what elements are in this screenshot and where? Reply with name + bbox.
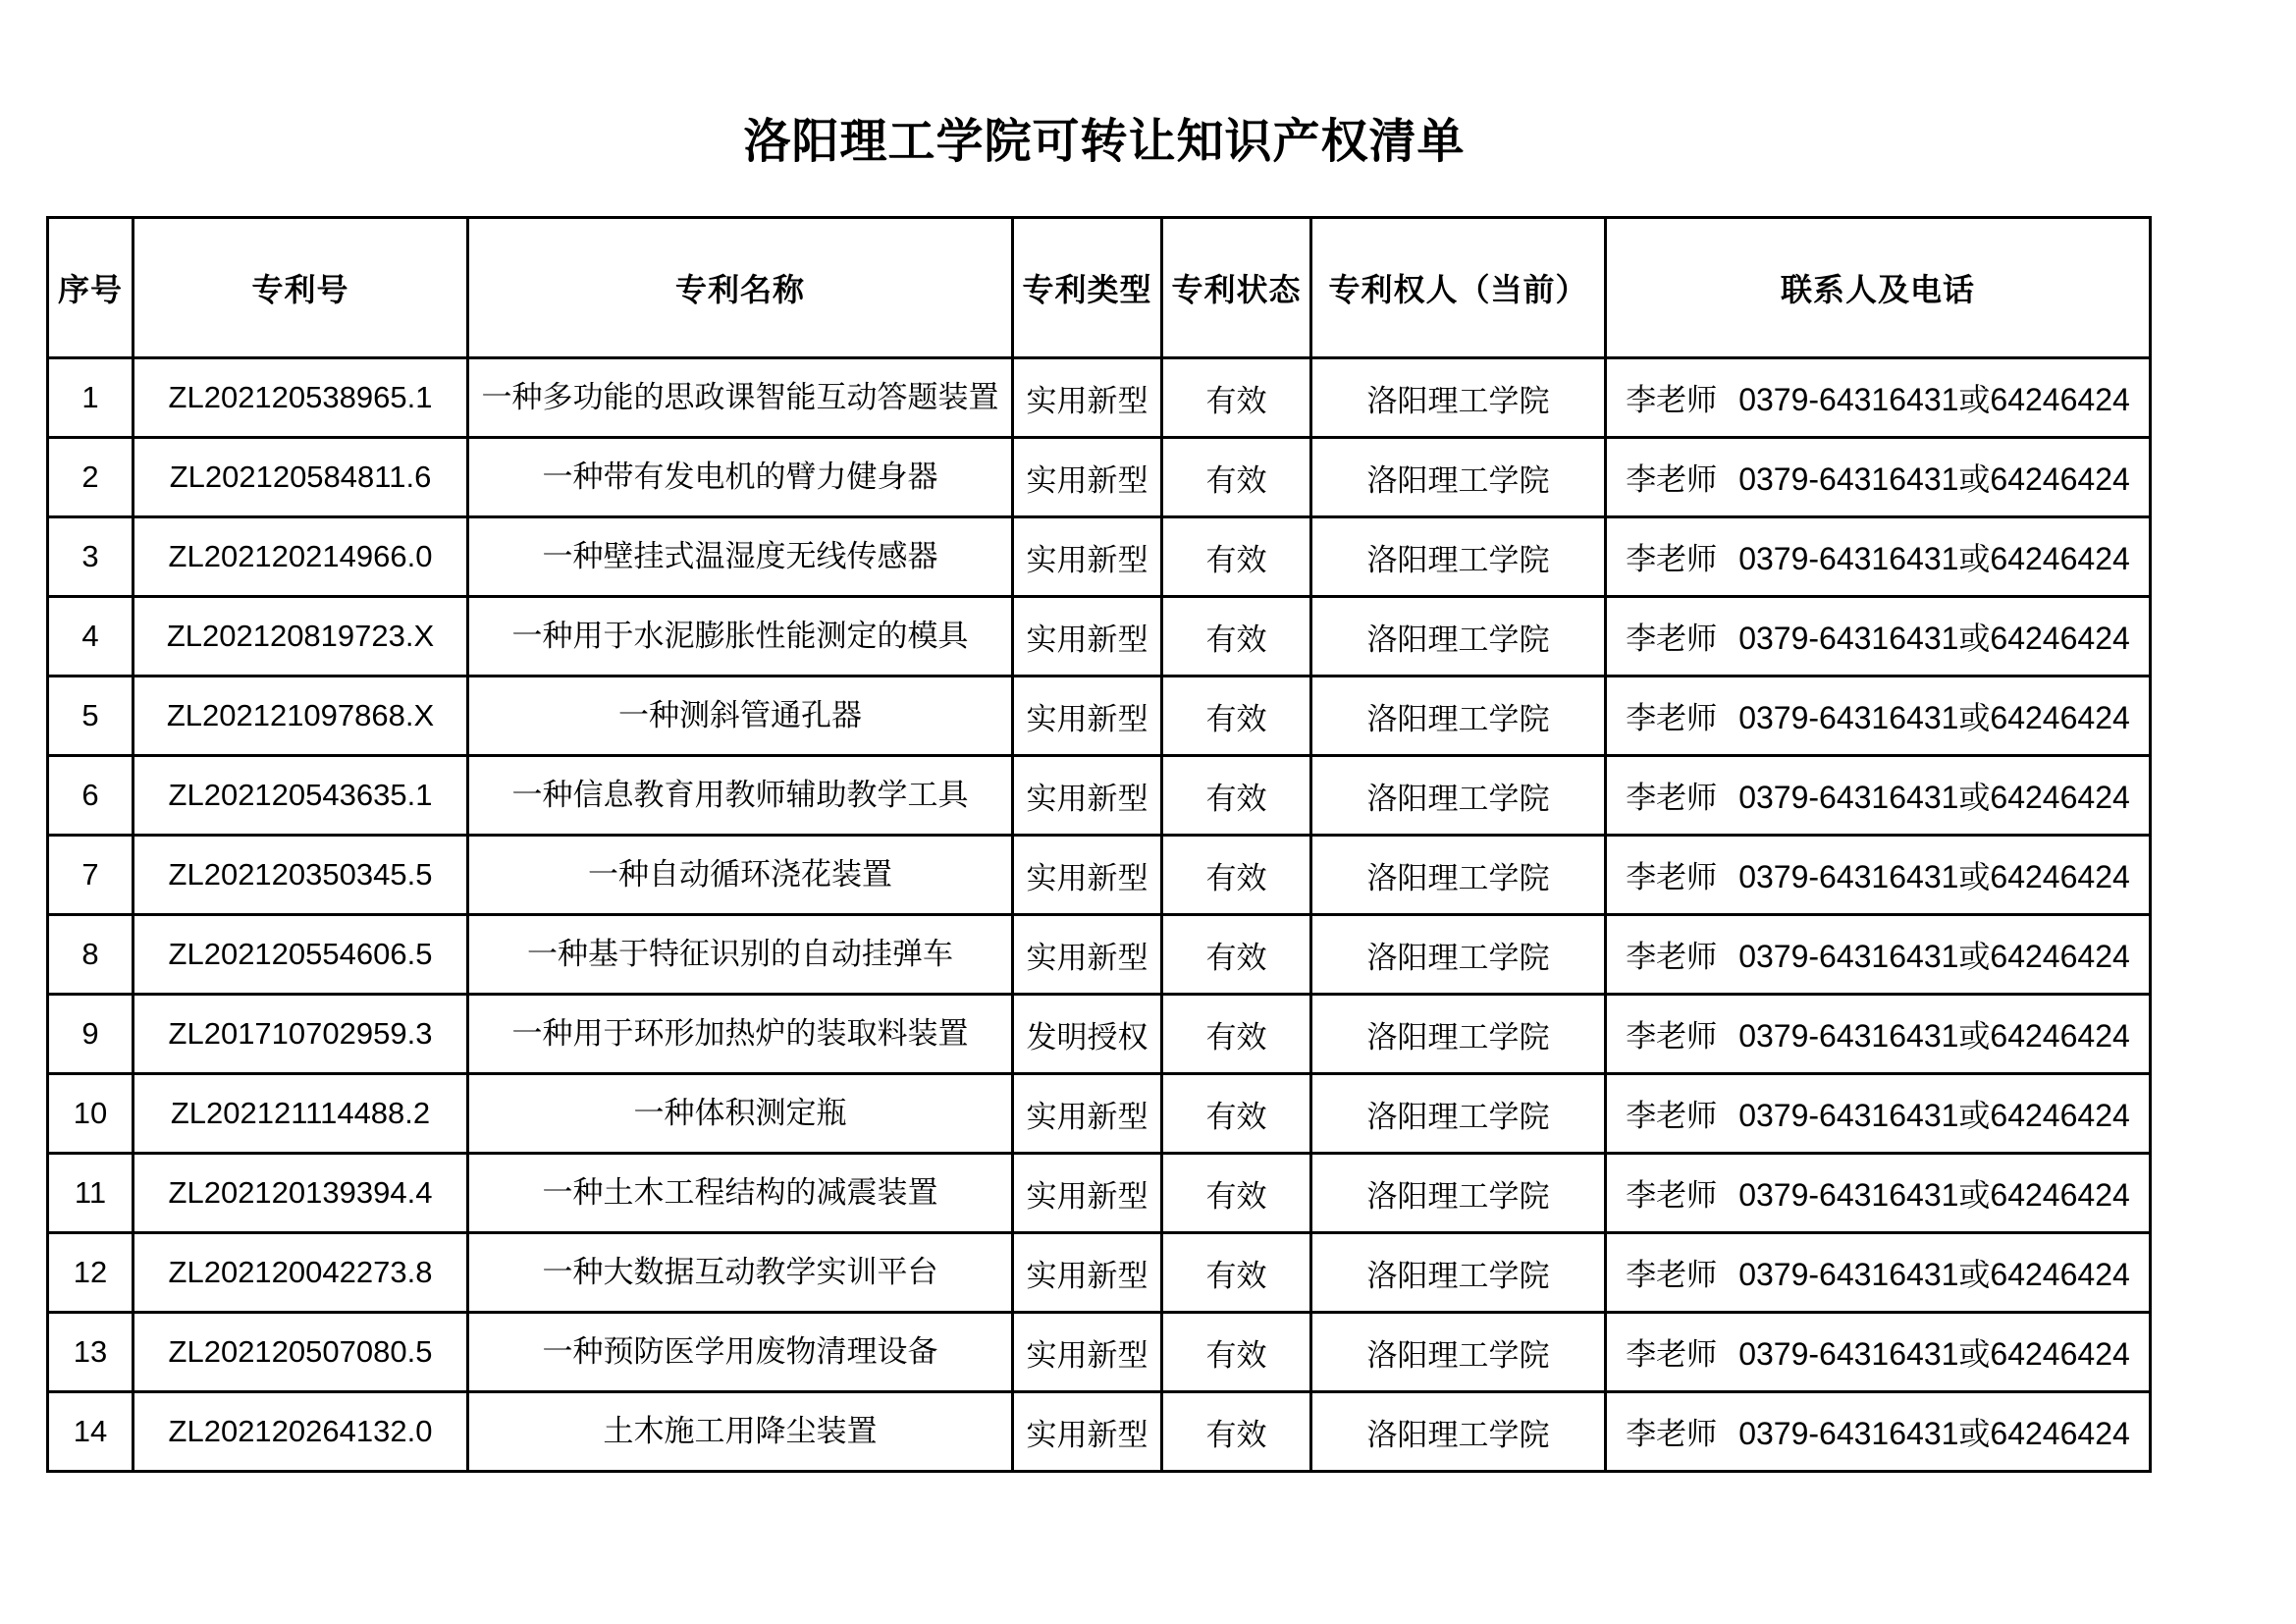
cell-index: 11 bbox=[48, 1154, 133, 1233]
cell-contact bbox=[1606, 836, 2151, 915]
table-row bbox=[48, 1313, 2151, 1392]
table-row bbox=[48, 1074, 2151, 1154]
cell-patent-type: 实用新型 bbox=[1013, 358, 1162, 438]
cell-patent-no: ZL202120350345.5 bbox=[133, 836, 468, 915]
cell-contact bbox=[1606, 915, 2151, 995]
contact-name: 李老师 bbox=[1626, 1099, 1718, 1134]
cell-contact bbox=[1606, 1074, 2151, 1154]
cell-patent-status: 有效 bbox=[1162, 836, 1311, 915]
cell-patent-no: ZL202121097868.X bbox=[133, 677, 468, 756]
cell-owner: 洛阳理工学院 bbox=[1311, 1392, 1606, 1472]
cell-owner: 洛阳理工学院 bbox=[1311, 677, 1606, 756]
contact-name: 李老师 bbox=[1626, 781, 1718, 816]
cell-patent-name: 一种信息教育用教师辅助教学工具 bbox=[468, 756, 1013, 836]
cell-contact bbox=[1606, 517, 2151, 597]
contact-phone: 0379-64316431或64246424 bbox=[1738, 382, 2130, 417]
cell-index: 8 bbox=[48, 915, 133, 995]
contact-name: 李老师 bbox=[1626, 860, 1718, 895]
cell-owner: 洛阳理工学院 bbox=[1311, 1074, 1606, 1154]
cell-patent-no: ZL202121114488.2 bbox=[133, 1074, 468, 1154]
cell-contact bbox=[1606, 677, 2151, 756]
cell-patent-status: 有效 bbox=[1162, 1233, 1311, 1313]
cell-patent-status: 有效 bbox=[1162, 756, 1311, 836]
cell-owner: 洛阳理工学院 bbox=[1311, 1313, 1606, 1392]
cell-patent-type: 实用新型 bbox=[1013, 836, 1162, 915]
cell-index: 3 bbox=[48, 517, 133, 597]
cell-contact bbox=[1606, 1233, 2151, 1313]
cell-index: 9 bbox=[48, 995, 133, 1074]
header-index: 序号 bbox=[48, 218, 133, 358]
cell-contact bbox=[1606, 1154, 2151, 1233]
contact-name: 李老师 bbox=[1626, 1417, 1718, 1452]
cell-patent-no: ZL202120214966.0 bbox=[133, 517, 468, 597]
cell-contact bbox=[1606, 756, 2151, 836]
cell-patent-name: 一种用于水泥膨胀性能测定的模具 bbox=[468, 597, 1013, 677]
contact-phone: 0379-64316431或64246424 bbox=[1738, 541, 2130, 576]
contact-phone: 0379-64316431或64246424 bbox=[1738, 1416, 2130, 1451]
contact-name: 李老师 bbox=[1626, 1337, 1718, 1373]
contact-name: 李老师 bbox=[1626, 1258, 1718, 1293]
header-patent-name: 专利名称 bbox=[468, 218, 1013, 358]
cell-patent-no: ZL202120264132.0 bbox=[133, 1392, 468, 1472]
cell-owner: 洛阳理工学院 bbox=[1311, 517, 1606, 597]
contact-name: 李老师 bbox=[1626, 1019, 1718, 1055]
table-row bbox=[48, 438, 2151, 517]
cell-patent-no: ZL202120554606.5 bbox=[133, 915, 468, 995]
cell-patent-type: 实用新型 bbox=[1013, 597, 1162, 677]
table-header-row bbox=[48, 218, 2151, 358]
table-row bbox=[48, 677, 2151, 756]
cell-owner: 洛阳理工学院 bbox=[1311, 836, 1606, 915]
cell-patent-status: 有效 bbox=[1162, 517, 1311, 597]
cell-patent-status: 有效 bbox=[1162, 358, 1311, 438]
contact-phone: 0379-64316431或64246424 bbox=[1738, 1018, 2130, 1054]
cell-contact bbox=[1606, 358, 2151, 438]
table-row bbox=[48, 1154, 2151, 1233]
table-row bbox=[48, 358, 2151, 438]
cell-owner: 洛阳理工学院 bbox=[1311, 597, 1606, 677]
cell-contact bbox=[1606, 1313, 2151, 1392]
cell-index: 2 bbox=[48, 438, 133, 517]
cell-patent-name: 一种预防医学用废物清理设备 bbox=[468, 1313, 1013, 1392]
cell-patent-name: 一种土木工程结构的减震装置 bbox=[468, 1154, 1013, 1233]
cell-contact bbox=[1606, 1392, 2151, 1472]
cell-patent-type: 实用新型 bbox=[1013, 438, 1162, 517]
cell-patent-name: 一种用于环形加热炉的装取料装置 bbox=[468, 995, 1013, 1074]
header-owner: 专利权人（当前） bbox=[1311, 218, 1606, 358]
cell-contact bbox=[1606, 597, 2151, 677]
cell-index: 12 bbox=[48, 1233, 133, 1313]
contact-name: 李老师 bbox=[1626, 542, 1718, 577]
header-patent-no: 专利号 bbox=[133, 218, 468, 358]
table-row bbox=[48, 597, 2151, 677]
contact-name: 李老师 bbox=[1626, 622, 1718, 657]
cell-owner: 洛阳理工学院 bbox=[1311, 915, 1606, 995]
cell-patent-status: 有效 bbox=[1162, 597, 1311, 677]
cell-patent-name: 一种壁挂式温湿度无线传感器 bbox=[468, 517, 1013, 597]
table-row bbox=[48, 915, 2151, 995]
cell-patent-name: 土木施工用降尘装置 bbox=[468, 1392, 1013, 1472]
contact-phone: 0379-64316431或64246424 bbox=[1738, 621, 2130, 656]
cell-patent-no: ZL202120543635.1 bbox=[133, 756, 468, 836]
cell-patent-type: 实用新型 bbox=[1013, 1392, 1162, 1472]
cell-patent-no: ZL202120042273.8 bbox=[133, 1233, 468, 1313]
cell-patent-type: 实用新型 bbox=[1013, 915, 1162, 995]
cell-owner: 洛阳理工学院 bbox=[1311, 756, 1606, 836]
contact-name: 李老师 bbox=[1626, 1178, 1718, 1214]
cell-patent-status: 有效 bbox=[1162, 438, 1311, 517]
contact-phone: 0379-64316431或64246424 bbox=[1738, 939, 2130, 974]
cell-patent-status: 有效 bbox=[1162, 1074, 1311, 1154]
cell-patent-type: 实用新型 bbox=[1013, 677, 1162, 756]
cell-contact bbox=[1606, 995, 2151, 1074]
contact-phone: 0379-64316431或64246424 bbox=[1738, 1177, 2130, 1213]
cell-index: 7 bbox=[48, 836, 133, 915]
cell-contact bbox=[1606, 438, 2151, 517]
cell-index: 4 bbox=[48, 597, 133, 677]
cell-owner: 洛阳理工学院 bbox=[1311, 438, 1606, 517]
cell-index: 6 bbox=[48, 756, 133, 836]
table-row bbox=[48, 1392, 2151, 1472]
cell-patent-name: 一种多功能的思政课智能互动答题装置 bbox=[468, 358, 1013, 438]
document-title: 洛阳理工学院可转让知识产权清单 bbox=[743, 114, 1466, 169]
cell-patent-status: 有效 bbox=[1162, 1392, 1311, 1472]
cell-patent-type: 实用新型 bbox=[1013, 756, 1162, 836]
cell-patent-no: ZL202120507080.5 bbox=[133, 1313, 468, 1392]
cell-patent-status: 有效 bbox=[1162, 1154, 1311, 1233]
cell-owner: 洛阳理工学院 bbox=[1311, 358, 1606, 438]
contact-phone: 0379-64316431或64246424 bbox=[1738, 859, 2130, 894]
cell-patent-name: 一种基于特征识别的自动挂弹车 bbox=[468, 915, 1013, 995]
cell-patent-type: 实用新型 bbox=[1013, 1233, 1162, 1313]
cell-index: 1 bbox=[48, 358, 133, 438]
cell-patent-no: ZL202120584811.6 bbox=[133, 438, 468, 517]
cell-patent-type: 实用新型 bbox=[1013, 1154, 1162, 1233]
header-patent-status: 专利状态 bbox=[1162, 218, 1311, 358]
contact-name: 李老师 bbox=[1626, 940, 1718, 975]
table-body bbox=[48, 358, 2151, 1472]
cell-patent-name: 一种带有发电机的臂力健身器 bbox=[468, 438, 1013, 517]
contact-phone: 0379-64316431或64246424 bbox=[1738, 780, 2130, 815]
cell-patent-status: 有效 bbox=[1162, 1313, 1311, 1392]
cell-patent-status: 有效 bbox=[1162, 915, 1311, 995]
contact-phone: 0379-64316431或64246424 bbox=[1738, 1257, 2130, 1292]
cell-owner: 洛阳理工学院 bbox=[1311, 1154, 1606, 1233]
cell-patent-status: 有效 bbox=[1162, 995, 1311, 1074]
cell-index: 14 bbox=[48, 1392, 133, 1472]
cell-patent-type: 实用新型 bbox=[1013, 517, 1162, 597]
cell-patent-no: ZL201710702959.3 bbox=[133, 995, 468, 1074]
contact-phone: 0379-64316431或64246424 bbox=[1738, 1336, 2130, 1372]
cell-owner: 洛阳理工学院 bbox=[1311, 995, 1606, 1074]
cell-patent-type: 发明授权 bbox=[1013, 995, 1162, 1074]
cell-patent-name: 一种大数据互动教学实训平台 bbox=[468, 1233, 1013, 1313]
contact-phone: 0379-64316431或64246424 bbox=[1738, 1098, 2130, 1133]
contact-name: 李老师 bbox=[1626, 383, 1718, 418]
patent-table bbox=[46, 216, 2152, 1473]
cell-patent-type: 实用新型 bbox=[1013, 1313, 1162, 1392]
cell-patent-no: ZL202120139394.4 bbox=[133, 1154, 468, 1233]
contact-name: 李老师 bbox=[1626, 701, 1718, 736]
cell-index: 5 bbox=[48, 677, 133, 756]
cell-index: 10 bbox=[48, 1074, 133, 1154]
cell-patent-status: 有效 bbox=[1162, 677, 1311, 756]
header-contact: 联系人及电话 bbox=[1606, 218, 2151, 358]
table-row bbox=[48, 836, 2151, 915]
cell-patent-no: ZL202120819723.X bbox=[133, 597, 468, 677]
contact-phone: 0379-64316431或64246424 bbox=[1738, 700, 2130, 735]
cell-patent-no: ZL202120538965.1 bbox=[133, 358, 468, 438]
table-row bbox=[48, 756, 2151, 836]
contact-phone: 0379-64316431或64246424 bbox=[1738, 461, 2130, 497]
table-row bbox=[48, 995, 2151, 1074]
cell-index: 13 bbox=[48, 1313, 133, 1392]
cell-patent-name: 一种测斜管通孔器 bbox=[468, 677, 1013, 756]
cell-patent-type: 实用新型 bbox=[1013, 1074, 1162, 1154]
header-patent-type: 专利类型 bbox=[1013, 218, 1162, 358]
table-row bbox=[48, 1233, 2151, 1313]
table-row bbox=[48, 517, 2151, 597]
cell-patent-name: 一种体积测定瓶 bbox=[468, 1074, 1013, 1154]
cell-owner: 洛阳理工学院 bbox=[1311, 1233, 1606, 1313]
cell-patent-name: 一种自动循环浇花装置 bbox=[468, 836, 1013, 915]
contact-name: 李老师 bbox=[1626, 462, 1718, 498]
